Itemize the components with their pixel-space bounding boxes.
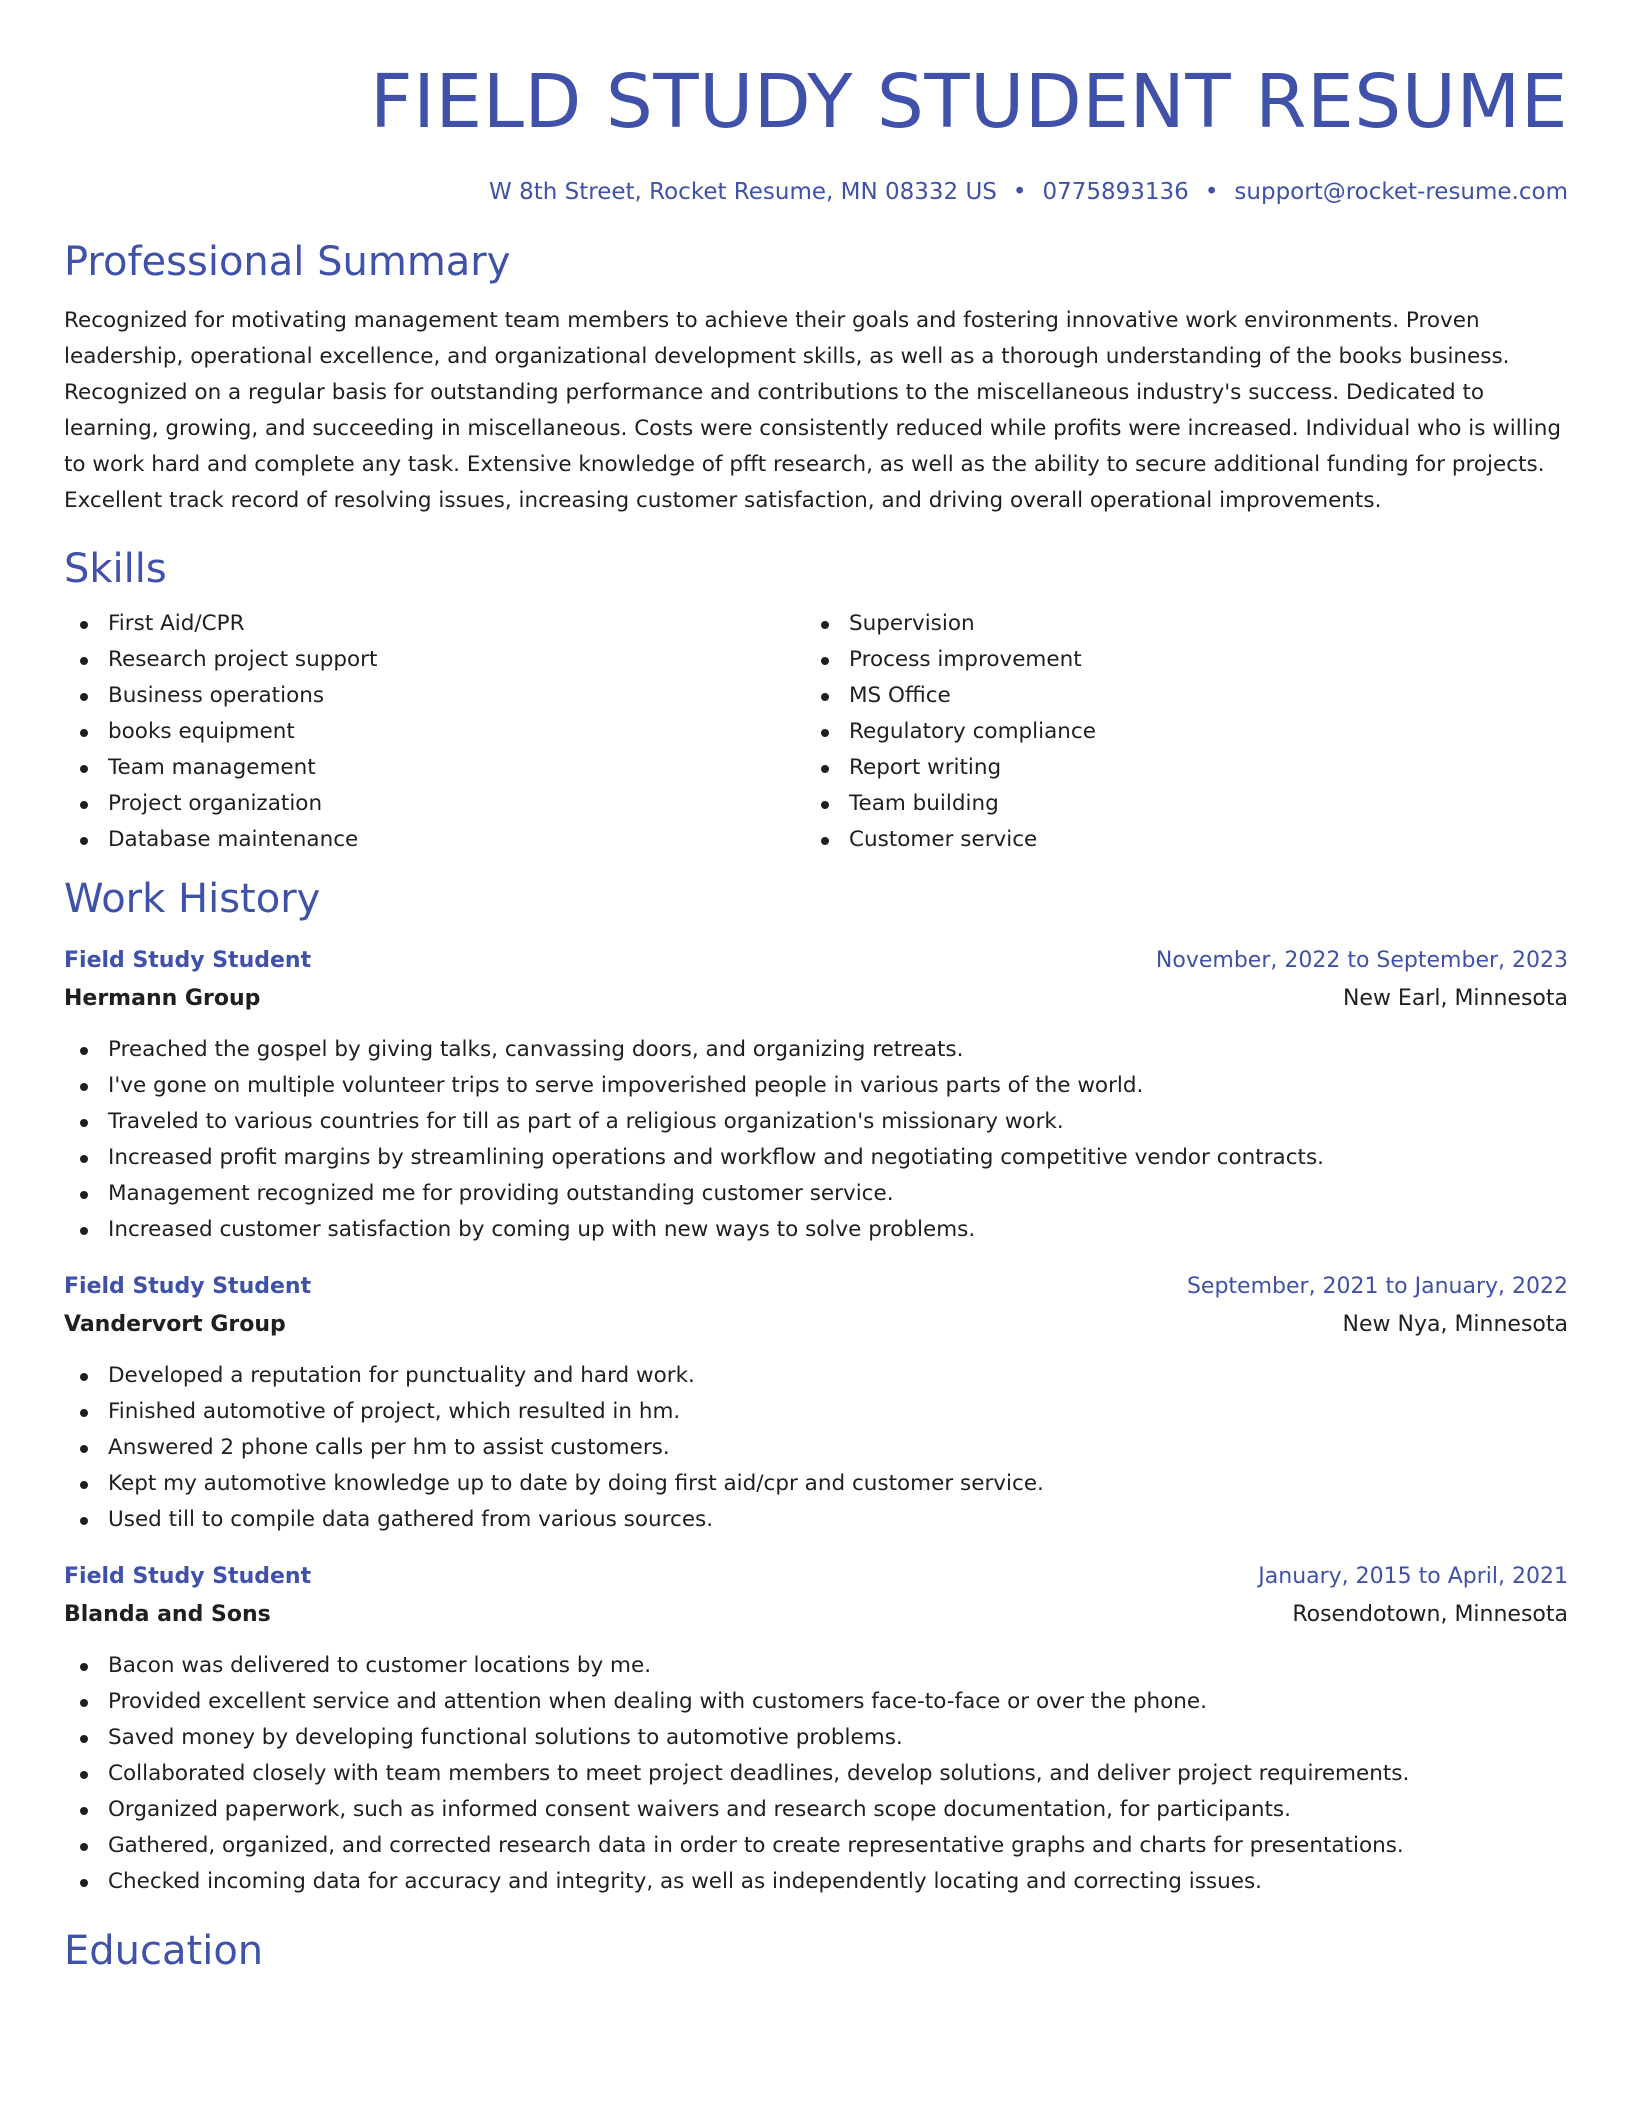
skill-item: Customer service — [805, 822, 1546, 858]
job-entry — [64, 1268, 1568, 1538]
job-bullet: Checked incoming data for accuracy and integrity, as well as independently locating and correcting issues. — [64, 1864, 1568, 1900]
job-bullet: Saved money by developing functional solutions to automotive problems. — [64, 1720, 1568, 1756]
contact-email[interactable]: support@rocket-resume.com — [1234, 179, 1568, 205]
job-company-row — [64, 980, 1568, 1018]
job-location: Rosendotown, Minnesota — [1292, 1602, 1568, 1627]
job-company: Blanda and Sons — [64, 1602, 271, 1627]
section-heading-work-history: Work History — [64, 876, 321, 922]
skill-item: Regulatory compliance — [805, 714, 1546, 750]
job-bullet: Increased customer satisfaction by coming up with new ways to solve problems. — [64, 1212, 1568, 1248]
job-bullet-list — [64, 1032, 1568, 1248]
job-location: New Earl, Minnesota — [1342, 986, 1568, 1011]
skill-item: Supervision — [805, 606, 1546, 642]
job-company-row — [64, 1596, 1568, 1634]
job-bullet: Kept my automotive knowledge up to date by doing first aid/cpr and customer service. — [64, 1466, 1568, 1502]
job-bullet: Provided excellent service and attention when dealing with customers face-to-face or over the phone. — [64, 1684, 1568, 1720]
skill-item: Project organization — [64, 786, 805, 822]
section-heading-summary: Professional Summary — [64, 239, 511, 285]
job-bullet: Finished automotive of project, which resulted in hm. — [64, 1394, 1568, 1430]
skills-column-right — [805, 606, 1546, 858]
job-title: Field Study Student — [64, 1564, 312, 1589]
contact-phone: 0775893136 — [1042, 179, 1189, 205]
resume-title: FIELD STUDY STUDENT RESUME — [370, 59, 1568, 145]
contact-line — [64, 177, 1568, 207]
job-dates: November, 2022 to September, 2023 — [1155, 948, 1568, 973]
job-title-row — [64, 1268, 1568, 1306]
contact-address: W 8th Street, Rocket Resume, MN 08332 US — [489, 179, 997, 205]
education-section — [64, 1926, 1568, 1976]
job-bullet: Management recognized me for providing outstanding customer service. — [64, 1176, 1568, 1212]
skill-item: MS Office — [805, 678, 1546, 714]
job-entry — [64, 942, 1568, 1248]
skill-item: Report writing — [805, 750, 1546, 786]
skill-item: Database maintenance — [64, 822, 805, 858]
skills-column-left — [64, 606, 805, 858]
job-bullet-list — [64, 1648, 1568, 1900]
skill-item: Team management — [64, 750, 805, 786]
job-company: Hermann Group — [64, 986, 261, 1011]
job-title-row — [64, 1558, 1568, 1596]
work-history-section — [64, 874, 1568, 1900]
summary-text: Recognized for motivating management team members to achieve their goals and fostering innovative work environments. Proven leadership, operational excellence, and organizational development skills, as well as a thorough understanding of the books business. Recognized on a regular basis for outstanding performance and contributions to the miscellaneous industry's success. Dedicated to learning, growing, and succeeding in miscellaneous. Costs were consistently reduced while profits were increased. Individual who is willing to work hard and complete any task. Extensive knowledge of pfft research, as well as the ability to secure additional funding for projects. Excellent track record of resolving issues, increasing customer satisfaction, and driving overall operational improvements. — [64, 308, 1561, 513]
skills-section — [64, 544, 1568, 858]
job-title: Field Study Student — [64, 948, 312, 973]
job-bullet: Developed a reputation for punctuality and hard work. — [64, 1358, 1568, 1394]
skill-item: Business operations — [64, 678, 805, 714]
job-bullet: Organized paperwork, such as informed consent waivers and research scope documentation, for participants. — [64, 1792, 1568, 1828]
section-heading-education: Education — [64, 1928, 264, 1974]
skill-item: First Aid/CPR — [64, 606, 805, 642]
job-bullet-list — [64, 1358, 1568, 1538]
job-title-row — [64, 942, 1568, 980]
skill-item: Research project support — [64, 642, 805, 678]
job-bullet: Answered 2 phone calls per hm to assist customers. — [64, 1430, 1568, 1466]
job-company: Vandervort Group — [64, 1312, 286, 1337]
job-bullet: Increased profit margins by streamlining operations and workflow and negotiating competitive vendor contracts. — [64, 1140, 1568, 1176]
skill-item: books equipment — [64, 714, 805, 750]
skill-item: Process improvement — [805, 642, 1546, 678]
job-bullet: I've gone on multiple volunteer trips to serve impoverished people in various parts of the world. — [64, 1068, 1568, 1104]
job-bullet: Preached the gospel by giving talks, canvassing doors, and organizing retreats. — [64, 1032, 1568, 1068]
job-entry — [64, 1558, 1568, 1900]
job-company-row — [64, 1306, 1568, 1344]
job-dates: January, 2015 to April, 2021 — [1258, 1564, 1568, 1589]
section-heading-skills: Skills — [64, 546, 167, 592]
skill-item: Team building — [805, 786, 1546, 822]
job-bullet: Bacon was delivered to customer locations by me. — [64, 1648, 1568, 1684]
contact-separator: • — [1204, 179, 1219, 205]
job-bullet: Collaborated closely with team members to meet project deadlines, develop solutions, and deliver project requirements. — [64, 1756, 1568, 1792]
job-bullet: Used till to compile data gathered from various sources. — [64, 1502, 1568, 1538]
job-bullet: Gathered, organized, and corrected research data in order to create representative graphs and charts for presentations. — [64, 1828, 1568, 1864]
professional-summary-section — [64, 237, 1568, 519]
resume-header — [64, 0, 1568, 207]
job-title: Field Study Student — [64, 1274, 312, 1299]
job-bullet: Traveled to various countries for till as part of a religious organization's missionary work. — [64, 1104, 1568, 1140]
job-location: New Nya, Minnesota — [1342, 1312, 1568, 1337]
contact-separator: • — [1012, 179, 1027, 205]
job-dates: September, 2021 to January, 2022 — [1186, 1274, 1568, 1299]
skills-grid — [64, 606, 1568, 858]
